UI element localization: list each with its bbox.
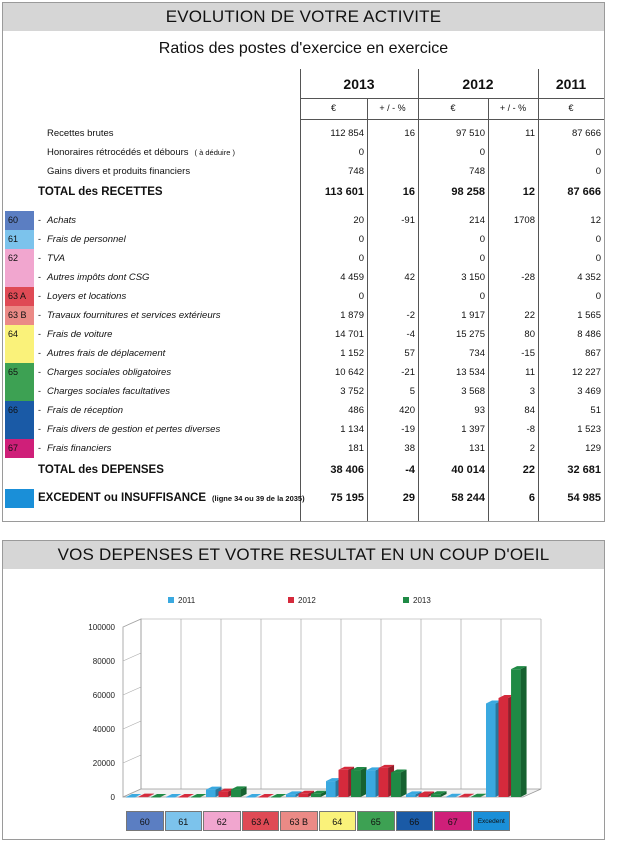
row-label: Frais divers de gestion et pertes diverses [47, 424, 221, 435]
year-header-2012: 2012 [462, 76, 494, 92]
total-row [3, 461, 604, 480]
total-row [3, 489, 604, 508]
row-label: Autres impôts dont CSG [47, 272, 150, 283]
row-label: TOTAL des RECETTES [38, 186, 163, 198]
pct-2013: 5 [409, 386, 415, 397]
row-label: Frais de personnel [47, 234, 126, 245]
y-tick-label: 0 [110, 793, 115, 802]
bar [231, 789, 241, 797]
category-label: 60 [126, 811, 164, 831]
table-row [3, 249, 604, 268]
category-swatch: 63 B [5, 306, 34, 325]
row-label: Charges sociales facultatives [47, 386, 171, 397]
row-label: Charges sociales obligatoires [47, 367, 172, 378]
pct-2013: -21 [401, 367, 415, 378]
legend-swatch [403, 597, 409, 603]
unit-euro: € [568, 103, 574, 113]
value-2013: 1 152 [340, 348, 364, 359]
pct-2013: -4 [405, 464, 415, 476]
value-2012: 3 150 [461, 272, 485, 283]
pct-2012: 12 [522, 186, 535, 198]
table-row [3, 382, 604, 401]
value-2011: 0 [595, 234, 601, 245]
y-tick-label: 80000 [92, 657, 115, 666]
value-2011: 32 681 [567, 464, 601, 476]
table-row [3, 162, 604, 181]
category-label: 66 [396, 811, 434, 831]
table-row [3, 344, 604, 363]
row-dash: - [38, 310, 41, 320]
y-tick-label: 100000 [88, 623, 115, 632]
value-2013: 20 [353, 215, 364, 226]
bar [126, 797, 136, 798]
value-2012: 98 258 [451, 186, 485, 198]
grid-line [300, 119, 604, 120]
activity-subtitle: Ratios des postes d'exercice en exercice [158, 40, 449, 57]
bar [311, 794, 321, 797]
value-2013: 0 [358, 253, 364, 264]
y-tick-label: 20000 [92, 759, 115, 768]
pct-2012: -28 [521, 272, 535, 283]
legend-swatch [288, 597, 294, 603]
chart-panel [2, 540, 605, 840]
category-swatch: 65 [5, 363, 34, 401]
table-row [3, 143, 604, 162]
value-2013: 0 [358, 291, 364, 302]
pct-2012: 11 [525, 128, 535, 139]
row-dash: - [38, 272, 41, 282]
bar [471, 797, 481, 798]
pct-2013: 38 [404, 443, 415, 454]
pct-2013: -4 [406, 329, 415, 340]
value-2013: 112 854 [330, 128, 364, 139]
row-label: TVA [47, 253, 65, 264]
value-2013: 113 601 [324, 186, 364, 198]
value-2011: 1 523 [577, 424, 601, 435]
legend-label: 2011 [178, 596, 196, 605]
value-2011: 4 352 [577, 272, 601, 283]
value-2013: 38 406 [330, 464, 364, 476]
grid-line [300, 98, 604, 99]
category-swatch: 61 [5, 230, 34, 249]
pct-2012: 1708 [513, 215, 535, 226]
bar [299, 794, 309, 797]
bar [366, 770, 376, 797]
pct-2013: -2 [406, 310, 415, 321]
value-2011: 1 565 [577, 310, 601, 321]
pct-2012: 80 [524, 329, 535, 340]
table-row [3, 268, 604, 287]
value-2011: 51 [590, 405, 601, 416]
pct-2012: 22 [522, 464, 535, 476]
table-row [3, 439, 604, 458]
pct-2013: 29 [402, 492, 415, 504]
chart-panel-title: VOS DEPENSES ET VOTRE RESULTAT EN UN COUP D'OEIL [3, 541, 604, 569]
row-dash: - [38, 424, 41, 434]
table-row [3, 124, 604, 143]
category-swatch: 63 A [5, 287, 34, 306]
bar [151, 797, 161, 798]
category-label: 63 B [280, 811, 318, 831]
row-dash: - [38, 291, 41, 301]
value-2013: 75 195 [330, 492, 364, 504]
category-label: 65 [357, 811, 395, 831]
legend-label: 2013 [413, 596, 431, 605]
row-label: Achats [47, 215, 77, 226]
value-2012: 58 244 [451, 492, 485, 504]
value-2011: 3 469 [577, 386, 601, 397]
category-label: 63 A [242, 811, 280, 831]
table-row [3, 230, 604, 249]
row-label: TOTAL des DEPENSES [38, 464, 164, 476]
value-2013: 3 752 [340, 386, 364, 397]
bar [166, 797, 176, 798]
row-label: Travaux fournitures et services extérieurs [47, 310, 221, 321]
legend-label: 2012 [298, 596, 316, 605]
value-2011: 0 [595, 147, 601, 158]
bar-side [521, 666, 527, 797]
pct-2013: -91 [401, 215, 415, 226]
value-2012: 13 534 [455, 367, 485, 378]
bar [246, 797, 256, 798]
pct-2012: 6 [528, 492, 535, 504]
value-2012: 0 [479, 253, 485, 264]
value-2011: 87 666 [571, 128, 601, 139]
table-row [3, 306, 604, 325]
value-2013: 4 459 [340, 272, 364, 283]
value-2012: 214 [469, 215, 485, 226]
bar [206, 790, 216, 797]
unit-pct: + / - % [499, 103, 527, 113]
category-swatch: 60 [5, 211, 34, 230]
row-dash: - [38, 234, 41, 244]
bar [351, 770, 361, 797]
row-label: Loyers et locations [47, 291, 127, 302]
value-2011: 12 227 [571, 367, 601, 378]
legend-swatch [168, 597, 174, 603]
bar [139, 797, 149, 798]
activity-panel [2, 2, 605, 522]
value-2013: 0 [358, 234, 364, 245]
row-label: Autres frais de déplacement [47, 348, 166, 359]
table-row [3, 325, 604, 344]
value-2013: 1 134 [340, 424, 364, 435]
pct-2012: 22 [524, 310, 535, 321]
value-2012: 15 275 [455, 329, 485, 340]
bar [486, 704, 496, 797]
pct-2012: 11 [525, 367, 535, 378]
row-label: Honoraires rétrocédés et débours ( à déduire ) [47, 147, 235, 158]
value-2011: 54 985 [567, 492, 601, 504]
bar [511, 669, 521, 797]
pct-2013: 57 [404, 348, 415, 359]
value-2012: 734 [469, 348, 485, 359]
row-dash: - [38, 215, 41, 225]
row-label: Frais financiers [47, 443, 112, 454]
value-2012: 748 [469, 166, 485, 177]
bar [339, 770, 349, 797]
value-2011: 87 666 [567, 186, 601, 198]
category-swatch: 62 [5, 249, 34, 287]
value-2011: 867 [585, 348, 601, 359]
value-2012: 131 [469, 443, 485, 454]
category-label: 67 [434, 811, 472, 831]
bar [459, 797, 469, 798]
unit-pct: + / - % [379, 103, 406, 113]
value-2012: 3 568 [461, 386, 485, 397]
row-dash: - [38, 443, 41, 453]
row-label: Recettes brutes [47, 128, 114, 139]
pct-2013: 16 [404, 128, 415, 139]
chart-side-wall [123, 619, 141, 797]
pct-2012: -15 [521, 348, 535, 359]
value-2013: 10 642 [334, 367, 364, 378]
pct-2013: -19 [401, 424, 415, 435]
value-2012: 0 [479, 234, 485, 245]
year-header-2013: 2013 [343, 76, 375, 92]
value-2011: 8 486 [577, 329, 601, 340]
y-tick-label: 60000 [92, 691, 115, 700]
category-label: Excedent [473, 811, 511, 831]
row-label: Frais de réception [47, 405, 124, 416]
table-row [3, 363, 604, 382]
value-2012: 40 014 [451, 464, 485, 476]
bar-side [401, 770, 407, 797]
value-2013: 1 879 [340, 310, 364, 321]
value-2013: 0 [358, 147, 364, 158]
table-row [3, 401, 604, 420]
bar [379, 768, 389, 797]
bar [286, 794, 296, 797]
bar [191, 797, 201, 798]
unit-euro: € [330, 103, 336, 113]
value-2012: 93 [474, 405, 485, 416]
pct-2012: -8 [526, 424, 535, 435]
table-row [3, 211, 604, 230]
bar [499, 698, 509, 797]
category-label: 64 [319, 811, 357, 831]
activity-panel-title: EVOLUTION DE VOTRE ACTIVITE [3, 3, 604, 31]
bar [431, 794, 441, 797]
value-2013: 181 [348, 443, 364, 454]
bar [406, 794, 416, 797]
bar [179, 797, 189, 798]
value-2011: 129 [585, 443, 601, 454]
value-2012: 97 510 [455, 128, 485, 139]
bar [219, 792, 229, 797]
value-2012: 1 397 [461, 424, 485, 435]
bar [419, 794, 429, 797]
row-dash: - [38, 367, 41, 377]
category-swatch: 66 [5, 401, 34, 439]
category-swatch: 64 [5, 325, 34, 363]
value-2011: 12 [590, 215, 601, 226]
row-label: Gains divers et produits financiers [47, 166, 191, 177]
category-label: 61 [165, 811, 203, 831]
value-2013: 14 701 [334, 329, 364, 340]
pct-2012: 3 [529, 386, 535, 397]
value-2011: 0 [595, 291, 601, 302]
year-header-2011: 2011 [555, 76, 587, 92]
pct-2013: 42 [404, 272, 415, 283]
row-dash: - [38, 386, 41, 396]
bar-side [361, 767, 367, 797]
total-row [3, 183, 604, 202]
value-2012: 1 917 [461, 310, 485, 321]
category-label: 62 [203, 811, 241, 831]
row-dash: - [38, 405, 41, 415]
row-label: Frais de voiture [47, 329, 113, 340]
row-dash: - [38, 253, 41, 263]
pct-2012: 84 [524, 405, 535, 416]
unit-euro: € [450, 103, 456, 113]
table-row [3, 287, 604, 306]
bar [391, 773, 401, 797]
category-swatch: 67 [5, 439, 34, 458]
row-label: EXCEDENT ou INSUFFISANCE (ligne 34 ou 39 de la 2035) [38, 492, 305, 504]
row-dash: - [38, 329, 41, 339]
value-2013: 486 [348, 405, 364, 416]
value-2012: 0 [479, 147, 485, 158]
bar [271, 797, 281, 798]
value-2011: 0 [595, 166, 601, 177]
pct-2012: 2 [529, 443, 535, 454]
row-dash: - [38, 348, 41, 358]
bar [259, 797, 269, 798]
value-2013: 748 [348, 166, 364, 177]
value-2011: 0 [595, 253, 601, 264]
table-row [3, 420, 604, 439]
pct-2013: 420 [399, 405, 415, 416]
expense-bar-chart [3, 569, 604, 809]
y-tick-label: 40000 [92, 725, 115, 734]
value-2012: 0 [479, 291, 485, 302]
bar [446, 797, 456, 798]
bar [326, 781, 336, 797]
pct-2013: 16 [402, 186, 415, 198]
